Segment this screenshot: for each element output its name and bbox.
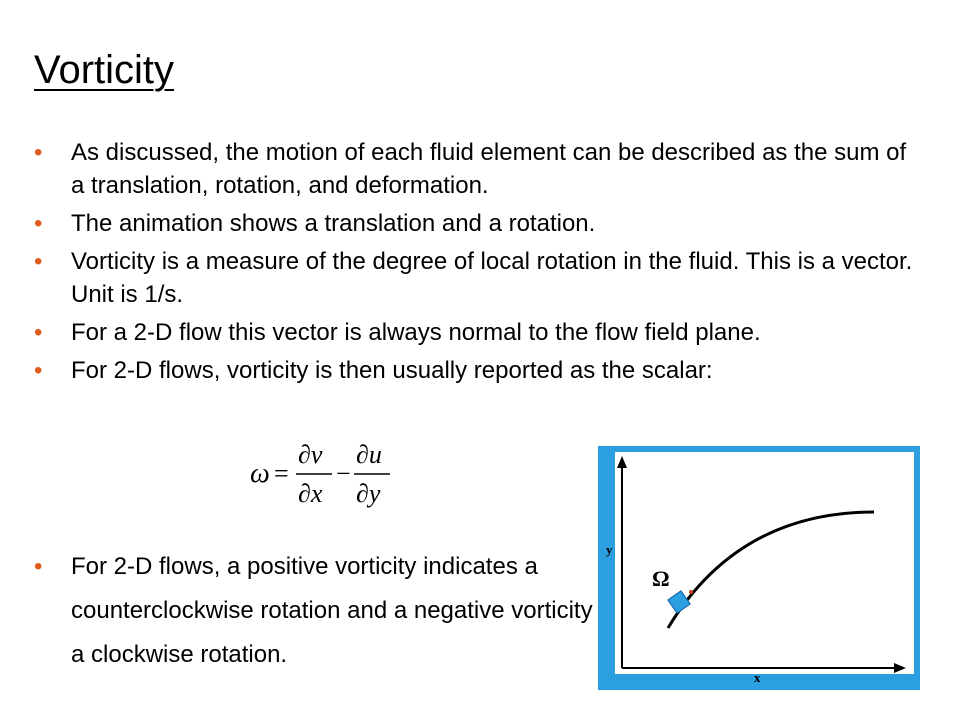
- bullet-marker: •: [34, 319, 43, 346]
- rotation-animation-figure: [598, 446, 920, 690]
- bullet-text: For 2-D flows, a positive vorticity indicates a counterclockwise rotation and a negative vorticity a clockwise rotation.: [71, 553, 593, 668]
- equals-sign: =: [274, 459, 289, 488]
- bullet-text: As discussed, the motion of each fluid element can be described as the sum of a translation, rotation, and deformation.: [71, 139, 907, 199]
- bullet-item: [34, 136, 924, 202]
- omega-symbol: ω: [250, 458, 270, 489]
- bullet-item: [34, 207, 924, 240]
- bullet-item: [34, 316, 924, 349]
- bullet-marker: •: [34, 210, 43, 237]
- figure-border: [601, 449, 917, 687]
- y-axis-label: y: [606, 542, 613, 557]
- bullet-marker: •: [34, 357, 43, 384]
- omega-label: Ω: [652, 566, 670, 591]
- bullet-text: For a 2-D flow this vector is always normal to the flow field plane.: [71, 319, 761, 346]
- bullet-text: The animation shows a translation and a rotation.: [71, 210, 596, 237]
- vorticity-equation: [248, 436, 408, 516]
- bullet-marker: •: [34, 248, 43, 275]
- slide-title: Vorticity: [34, 48, 175, 92]
- bullet-text: For 2-D flows, vorticity is then usually reported as the scalar:: [71, 357, 713, 384]
- bullet-item: [34, 245, 924, 311]
- term2-numerator: ∂u: [356, 440, 382, 469]
- bullet-item: [34, 354, 924, 387]
- bullet-marker: •: [34, 139, 43, 166]
- figure-left-bar: [601, 449, 615, 687]
- bullet-text: Vorticity is a measure of the degree of local rotation in the fluid. This is a vector. Unit is 1/s.: [71, 248, 913, 308]
- term1-numerator: ∂v: [298, 440, 323, 469]
- term1-denominator: ∂x: [298, 479, 323, 508]
- term2-denominator: ∂y: [356, 479, 381, 508]
- minus-sign: −: [336, 459, 351, 488]
- bullet-list: [34, 136, 924, 392]
- rotation-marker: [689, 590, 693, 594]
- bullet-marker: •: [34, 553, 43, 580]
- x-axis-label: x: [754, 670, 761, 685]
- bullet-item-last: [34, 545, 611, 677]
